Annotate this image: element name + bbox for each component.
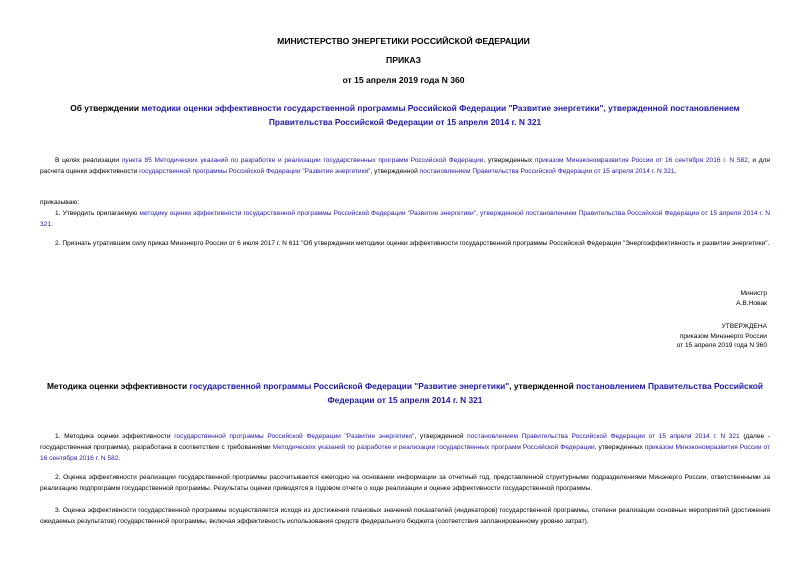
signature-block bbox=[736, 289, 767, 308]
item-2-paragraph bbox=[40, 238, 770, 249]
preamble-text-2: , утвержденных bbox=[483, 157, 535, 164]
point-1-link-minek-order[interactable]: приказом Минэкономразвития России от 16 сентября 2016 г. N 582 bbox=[40, 444, 771, 462]
preamble-text-3: , и для расчета оценки эффективности bbox=[40, 157, 770, 175]
methodology-title-text-2: , утвержденной bbox=[509, 381, 577, 391]
preamble-text-1: В целях реализации bbox=[55, 157, 122, 164]
approval-stamp bbox=[677, 322, 767, 351]
methodology-title-text-1: Методика оценки эффективности bbox=[46, 381, 190, 391]
preamble-text-4: , утвержденной bbox=[370, 168, 420, 175]
approval-line-3: от 15 апреля 2019 года N 360 bbox=[676, 342, 767, 350]
methodology-point-2 bbox=[40, 472, 770, 494]
item-2-text: 2. Признать утратившим силу приказ Минэнерго России от 6 июля 2017 г. N 611 "Об утверждении методики оценки эффективности государственной программы Российской Федерации "Энергоэффективность и развитие энергетики". bbox=[55, 240, 770, 247]
point-3-text: 3. Оценка эффективности государственной программы осуществляется исходя из достижения плановых значений показателей (индикаторов) государственной программы, степени реализации основных мероприятий (достижения ожидаемых результатов) государственной программы, включая эффективность использования средств федерального бюджета (соответствия запланированному уровню затрат). bbox=[40, 507, 770, 525]
point-2-text: 2. Оценка эффективности реализации государственной программы рассчитывается ежегодно на основании информации за отчетный год, представленной структурными подразделениями Минэнерго России, ответственными за реализацию подпрограмм государственной программы. Результаты оценки приводятся в годовом отчете о ходе реализации и оценке эффективности государственной программы. bbox=[40, 474, 770, 492]
methodology-title bbox=[40, 380, 770, 407]
order-title bbox=[40, 102, 770, 129]
point-1-text-1: 1. Методика оценки эффективности bbox=[55, 433, 175, 440]
methodology-title-link-program[interactable]: государственной программы Российской Федерации "Развитие энергетики" bbox=[189, 381, 510, 391]
link-government-resolution[interactable]: постановлением Правительства Российской Федерации от 15 апреля 2014 г. N 321 bbox=[419, 168, 675, 175]
link-state-program[interactable]: государственной программы Российской Федерации "Развитие энергетики" bbox=[139, 168, 371, 175]
preamble-paragraph bbox=[40, 155, 770, 177]
point-1-link-program[interactable]: государственной программы Российской Федерации "Развитие энергетики" bbox=[174, 433, 415, 440]
preamble-text-5: , bbox=[674, 168, 677, 175]
link-minek-order[interactable]: приказом Минэкономразвития России от 16 сентября 2016 г. N 582 bbox=[534, 157, 748, 164]
methodology-point-1 bbox=[40, 431, 770, 464]
ministry-heading: МИНИСТЕРСТВО ЭНЕРГЕТИКИ РОССИЙСКОЙ ФЕДЕРАЦИИ bbox=[277, 36, 530, 46]
order-title-text: Об утверждении bbox=[70, 103, 142, 113]
point-1-text-3: (далее - государственная программа), разработана в соответствии с требованиями bbox=[40, 433, 771, 451]
signature-name: А.В.Новак bbox=[736, 299, 767, 307]
point-1-text-4: , утвержденных bbox=[594, 444, 645, 451]
point-1-text-2: , утвержденной bbox=[414, 433, 468, 440]
item-1-end: . bbox=[51, 221, 53, 228]
point-1-text-5: . bbox=[118, 455, 121, 462]
link-approved-methodology[interactable]: методику оценки эффективности государственной программы Российской Федерации "Развитие энергетики", утвержденной постановлением Правительства Российской Федерации от 15 апреля 2014 г. N 321 bbox=[40, 210, 770, 228]
item-1-text: 1. Утвердить прилагаемую bbox=[55, 210, 140, 217]
point-1-link-guidelines[interactable]: Методических указаний по разработке и реализации государственных программ Российской Федерации bbox=[272, 444, 595, 451]
item-1-paragraph bbox=[40, 208, 770, 230]
methodology-point-3 bbox=[40, 505, 770, 527]
order-word: приказываю: bbox=[40, 199, 80, 206]
signature-position: Министр bbox=[740, 290, 767, 297]
approval-line-1: УТВЕРЖДЕНА bbox=[721, 323, 767, 330]
approval-line-2: приказом Минэнерго России bbox=[679, 332, 767, 340]
point-1-link-resolution[interactable]: постановлением Правительства Российской Федерации от 15 апреля 2014 г. N 321 bbox=[467, 433, 740, 440]
methodology-title-link-resolution[interactable]: постановлением Правительства Российской Федерации от 15 апреля 2014 г. N 321 bbox=[327, 381, 764, 405]
order-heading: ПРИКАЗ bbox=[386, 55, 421, 65]
order-title-link[interactable]: методики оценки эффективности государственной программы Российской Федерации "Развитие энергетики", утвержденной постановлением Правительства Российской Федерации от 15 апреля 2014 г. N 321 bbox=[141, 103, 740, 127]
order-date-number: от 15 апреля 2019 года N 360 bbox=[342, 75, 465, 85]
link-methodological-guidelines[interactable]: пункта 85 Методических указаний по разработке и реализации государственных программ Российской Федерации bbox=[121, 157, 484, 164]
